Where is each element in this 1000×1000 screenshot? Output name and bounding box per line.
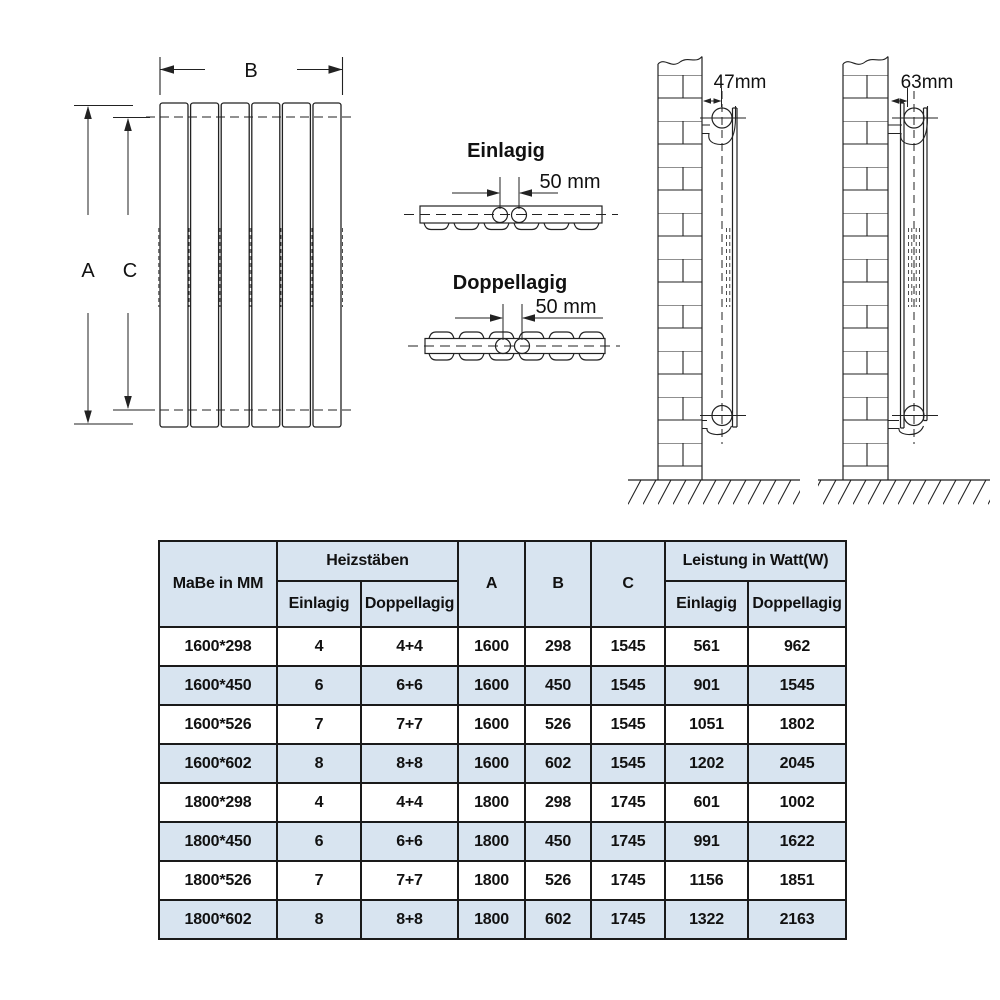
cell-c: 1745: [591, 822, 665, 861]
cell-b: 602: [525, 900, 591, 939]
bracket-hook-bottom: [888, 421, 924, 435]
table-row: [159, 627, 846, 666]
cell-rods-single: 7: [277, 705, 361, 744]
cell-watt-single: 1156: [665, 861, 748, 900]
table-row: [159, 666, 846, 705]
cell-rods-single: 8: [277, 744, 361, 783]
cell-size: 1600*526: [159, 705, 277, 744]
cross-section-double: [408, 272, 620, 360]
header-c: C: [591, 541, 665, 627]
cell-rods-single: 6: [277, 666, 361, 705]
cell-watt-double: 1851: [748, 861, 846, 900]
cell-a: 1600: [458, 705, 525, 744]
cell-c: 1745: [591, 861, 665, 900]
header-power-single: Einlagig: [665, 581, 748, 627]
cell-rods-double: 7+7: [361, 705, 458, 744]
hidden-edges-dashed: [727, 228, 730, 307]
side-view-single: [628, 57, 800, 505]
radiator-panels: [160, 103, 341, 427]
cell-watt-single: 901: [665, 666, 748, 705]
cell-size: 1600*602: [159, 744, 277, 783]
radiator-side-profile: [733, 108, 738, 427]
cell-watt-double: 1622: [748, 822, 846, 861]
header-rods-single: Einlagig: [277, 581, 361, 627]
dim-b-label: B: [244, 60, 258, 82]
dim-a-label: A: [81, 260, 95, 282]
cell-size: 1600*450: [159, 666, 277, 705]
panel-profile-bumps: [424, 223, 599, 230]
cell-a: 1600: [458, 666, 525, 705]
table-row: [159, 822, 846, 861]
header-heating-rods: Heizstäben: [277, 541, 458, 581]
side-view-double: [818, 57, 990, 505]
cell-size: 1800*298: [159, 783, 277, 822]
cell-rods-double: 4+4: [361, 627, 458, 666]
panel-profile-bumps-top: [429, 332, 604, 339]
panel-profile-bumps-bottom: [429, 354, 604, 361]
bracket-hook-bottom: [702, 421, 732, 435]
cell-c: 1745: [591, 783, 665, 822]
cell-watt-single: 601: [665, 783, 748, 822]
cell-b: 298: [525, 783, 591, 822]
header-rods-double: Doppellagig: [361, 581, 458, 627]
cell-rods-single: 8: [277, 900, 361, 939]
cell-a: 1800: [458, 900, 525, 939]
cell-b: 526: [525, 705, 591, 744]
wall-offset-label: 47mm: [713, 72, 767, 93]
cell-rods-single: 6: [277, 822, 361, 861]
cell-a: 1800: [458, 783, 525, 822]
cell-watt-double: 2163: [748, 900, 846, 939]
header-size: MaBe in MM: [159, 541, 277, 627]
cell-size: 1800*526: [159, 861, 277, 900]
cell-rods-single: 4: [277, 783, 361, 822]
radiator-side-profile-front: [901, 103, 905, 428]
cell-watt-double: 962: [748, 627, 846, 666]
cell-rods-double: 6+6: [361, 666, 458, 705]
cell-watt-double: 1545: [748, 666, 846, 705]
cross-section-double-title: Doppellagig: [452, 272, 568, 294]
table-row: [159, 705, 846, 744]
cell-size: 1600*298: [159, 627, 277, 666]
dim-c-label: C: [122, 260, 138, 282]
cell-c: 1545: [591, 666, 665, 705]
cell-c: 1545: [591, 744, 665, 783]
cell-watt-single: 1202: [665, 744, 748, 783]
wall-break-line: [658, 57, 702, 65]
extension-lines: [500, 177, 519, 209]
cell-watt-single: 1051: [665, 705, 748, 744]
cell-rods-double: 4+4: [361, 783, 458, 822]
cell-rods-single: 4: [277, 627, 361, 666]
table-row: [159, 744, 846, 783]
brick-wall: [658, 75, 702, 480]
table-row: [159, 783, 846, 822]
cell-a: 1600: [458, 627, 525, 666]
header-b: B: [525, 541, 591, 627]
cell-watt-single: 991: [665, 822, 748, 861]
header-row-1: [159, 541, 846, 581]
brick-wall: [843, 75, 888, 480]
cell-watt-double: 1002: [748, 783, 846, 822]
cell-watt-double: 1802: [748, 705, 846, 744]
cross-section-single: [404, 140, 618, 230]
table-row: [159, 861, 846, 900]
spacing-label: 50 mm: [535, 296, 597, 318]
wall-break-line: [843, 57, 888, 65]
cell-b: 526: [525, 861, 591, 900]
cross-section-single-title: Einlagig: [467, 140, 545, 162]
header-power-double: Doppellagig: [748, 581, 846, 627]
cell-rods-double: 8+8: [361, 744, 458, 783]
cell-watt-single: 561: [665, 627, 748, 666]
cell-size: 1800*450: [159, 822, 277, 861]
spec-table: [158, 540, 847, 940]
cell-b: 450: [525, 822, 591, 861]
radiator-side-profile-back: [924, 108, 928, 421]
front-view: [74, 57, 356, 427]
cell-a: 1800: [458, 822, 525, 861]
panel-joint-dashed-lines: [159, 228, 343, 307]
cell-rods-single: 7: [277, 861, 361, 900]
cell-b: 450: [525, 666, 591, 705]
cell-c: 1545: [591, 627, 665, 666]
cell-watt-single: 1322: [665, 900, 748, 939]
table-row: [159, 900, 846, 939]
cell-a: 1600: [458, 744, 525, 783]
cell-rods-double: 8+8: [361, 900, 458, 939]
cell-size: 1800*602: [159, 900, 277, 939]
cell-watt-double: 2045: [748, 744, 846, 783]
wall-offset-label: 63mm: [900, 72, 954, 93]
cell-b: 298: [525, 627, 591, 666]
cell-a: 1800: [458, 861, 525, 900]
cell-rods-double: 6+6: [361, 822, 458, 861]
cell-c: 1545: [591, 705, 665, 744]
header-a: A: [458, 541, 525, 627]
cell-c: 1745: [591, 900, 665, 939]
cell-rods-double: 7+7: [361, 861, 458, 900]
header-power: Leistung in Watt(W): [665, 541, 846, 581]
floor-hatching: [818, 481, 990, 505]
spec-table-container: [158, 540, 847, 940]
cell-b: 602: [525, 744, 591, 783]
floor-hatching: [628, 481, 800, 505]
spacing-label: 50 mm: [539, 171, 601, 193]
